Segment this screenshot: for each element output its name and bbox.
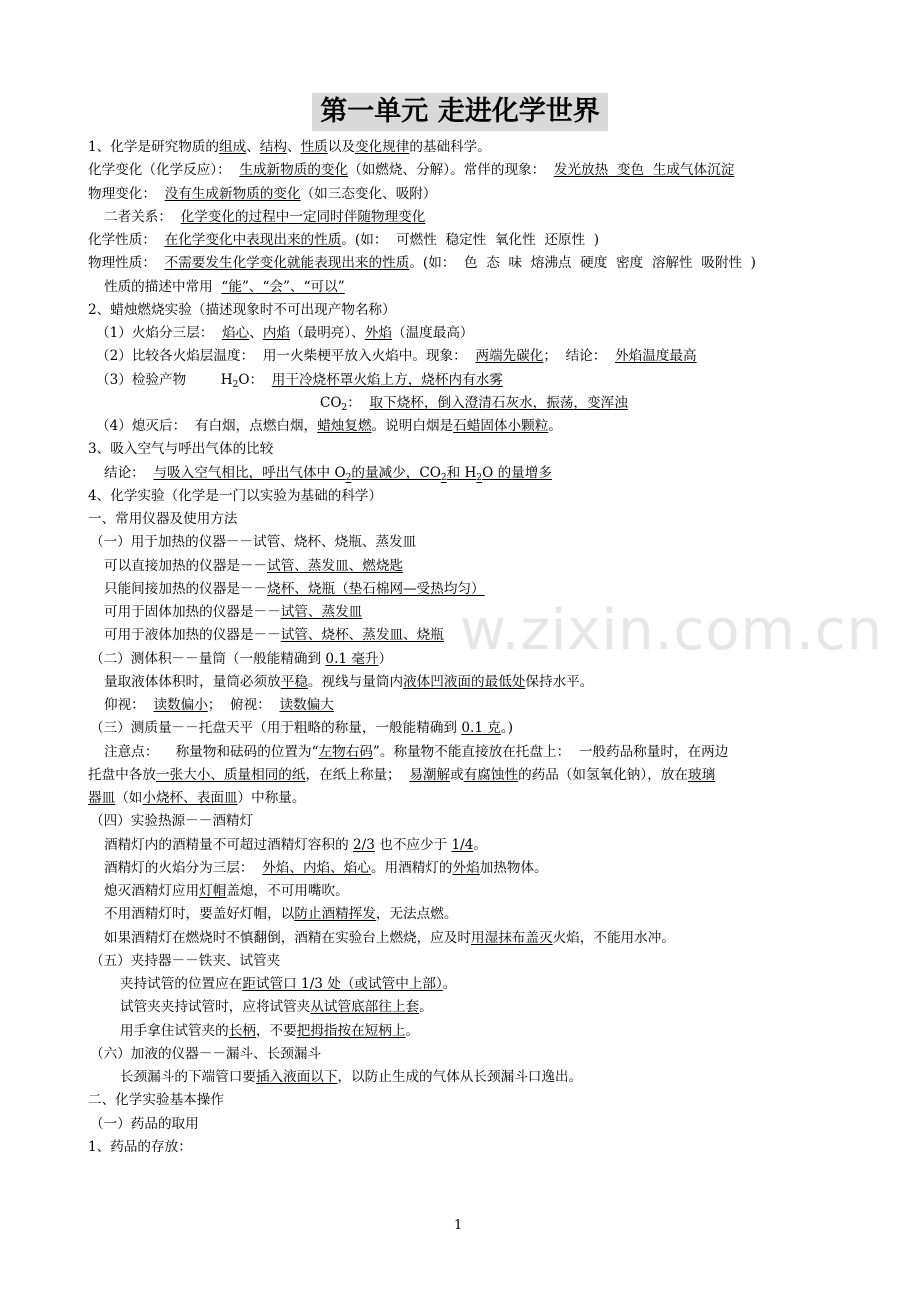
- underlined-text: 防止酒精挥发: [294, 906, 376, 923]
- text-segment: 性质的描述中常用: [104, 278, 222, 295]
- text-line: [104, 579, 485, 599]
- text-line: [104, 625, 444, 645]
- text-line: [120, 974, 456, 994]
- text-segment: 只能间接加热的仪器是－－: [104, 580, 268, 597]
- text-segment: （如燃烧、分解）。常伴的现象：: [348, 162, 554, 179]
- underlined-text: 用湿抹布盖灭: [471, 929, 553, 946]
- text-segment: （2）比较各火焰层温度： 用一火柴梗平放入火焰中。现象：: [96, 348, 476, 365]
- underlined-text: 与吸入空气相比，呼出气体中 O: [153, 464, 346, 481]
- text-segment: 4、化学实验（化学是一门以实验为基础的科学）: [88, 487, 383, 504]
- underlined-text: 外焰: [452, 859, 480, 876]
- text-line: [96, 416, 562, 436]
- underlined-text: 焰心: [222, 325, 250, 341]
- text-line: [88, 439, 273, 459]
- text-segment: 化学性质：: [88, 232, 165, 248]
- text-line: [88, 184, 437, 204]
- text-segment: 熄灭酒精灯应用: [104, 883, 200, 899]
- text-segment: 可用于固体加热的仪器是－－: [104, 604, 281, 620]
- text-segment: 不用酒精灯时，要盖好灯帽，以: [104, 906, 295, 923]
- underlined-text: 读数偏大: [279, 697, 334, 713]
- text-segment: 托盘中各放: [88, 766, 156, 783]
- text-segment: 量取液体体积时，量筒必须放: [104, 673, 281, 690]
- underlined-text: 烧杯、烧瓶（垫石棉网—受热均匀）: [267, 580, 485, 597]
- text-line: [104, 672, 593, 692]
- text-segment: 。: [473, 836, 488, 853]
- text-line: [104, 277, 345, 297]
- underlined-text: 结构: [259, 139, 287, 155]
- text-segment: 。: [405, 1022, 420, 1039]
- text-segment: （一）药品的取用: [90, 1115, 199, 1132]
- text-line: [88, 230, 599, 250]
- text-line: [90, 1044, 321, 1064]
- watermark: w.zixin.com.cn: [460, 598, 884, 663]
- text-line: [104, 928, 675, 948]
- text-segment: 盖熄，不可用嘴吹。: [226, 883, 349, 899]
- text-segment: 。说明白烟是: [371, 418, 454, 434]
- text-line: [320, 393, 628, 413]
- underlined-text: 0.1 毫升: [325, 650, 379, 667]
- text-segment: （3）检验产物 H: [96, 371, 233, 388]
- text-segment: 。: [548, 418, 562, 434]
- underlined-text: 插入液面以下: [255, 1069, 338, 1085]
- text-segment: 2: [232, 379, 239, 390]
- text-segment: 夹持试管的位置应在: [120, 976, 243, 992]
- text-line: [90, 649, 392, 669]
- text-segment: 。(如： 色 态 味 熔沸点 硬度 密度 溶解性 吸附性 ): [409, 255, 756, 272]
- text-segment: 。(如： 可燃性 稳定性 氧化性 还原性 ): [341, 232, 600, 248]
- text-segment: 二、化学实验基本操作: [88, 1092, 224, 1109]
- text-line: [96, 346, 697, 366]
- text-line: [90, 811, 253, 831]
- text-line: [104, 858, 548, 878]
- text-segment: （1）火焰分三层：: [96, 325, 223, 341]
- underlined-text: 两端先碳化: [475, 348, 544, 365]
- text-segment: CO: [320, 394, 342, 411]
- text-line: [88, 137, 491, 157]
- text-line: [88, 509, 238, 529]
- text-segment: 。: [419, 999, 433, 1016]
- underlined-text: 灯帽: [199, 883, 227, 899]
- underlined-text: 器皿: [88, 790, 116, 806]
- text-line: [88, 1090, 224, 1110]
- text-line: [88, 160, 734, 180]
- text-line: [120, 1021, 419, 1041]
- text-segment: 以及: [327, 139, 355, 155]
- underlined-text: 把拇指按在短柄上: [296, 1022, 406, 1039]
- underlined-text: 有腐蚀性: [463, 766, 519, 783]
- text-segment: 、: [249, 325, 263, 341]
- text-segment: （最明亮）、: [290, 325, 365, 341]
- underlined-text: 组成: [219, 139, 247, 155]
- text-line: [88, 788, 306, 808]
- underlined-text: 试管、蒸发皿: [280, 604, 363, 620]
- underlined-text: 0.1 克: [461, 720, 501, 737]
- underlined-text: 蜡烛复燃: [317, 418, 372, 434]
- text-line: [104, 556, 403, 576]
- text-segment: 可用于液体加热的仪器是－－: [104, 627, 281, 644]
- underlined-text: 易潮解: [409, 766, 451, 783]
- text-segment: 二者关系：: [104, 208, 181, 225]
- underlined-text: 2: [440, 472, 447, 483]
- text-segment: ”。称量物不能直接放在托盘上： 一般药品称量时，在两边: [372, 743, 729, 760]
- text-segment: （如: [115, 790, 143, 806]
- text-segment: （三）测质量－－托盘天平（用于粗略的称量，一般能精确到: [90, 720, 462, 737]
- underlined-text: 读数偏小: [153, 697, 208, 713]
- text-segment: 酒精灯内的酒精量不可超过酒精灯容积的: [104, 836, 354, 853]
- underlined-text: 2/3: [353, 836, 375, 853]
- text-segment: 。): [500, 720, 514, 737]
- underlined-text: O 的量增多: [482, 464, 552, 481]
- text-segment: 试管夹夹持试管时，应将试管夹: [120, 999, 311, 1016]
- text-line: [104, 904, 457, 924]
- underlined-text: 2: [345, 472, 352, 483]
- text-line: [104, 881, 349, 901]
- text-segment: 加热物体。: [479, 859, 548, 876]
- text-segment: 保持水平。: [525, 673, 594, 690]
- text-segment: 、: [286, 139, 301, 155]
- underlined-text: 变化规律: [354, 139, 410, 155]
- text-segment: 。视线与量筒内: [307, 673, 404, 690]
- text-line: [90, 532, 416, 552]
- text-segment: 物理性质：: [88, 255, 165, 272]
- underlined-text: 距试管口 1/3 处（或试管中上部）: [242, 976, 443, 992]
- text-segment: 或: [450, 766, 464, 783]
- text-segment: 化学变化（化学反应）：: [88, 162, 240, 179]
- text-line: [96, 323, 474, 343]
- text-segment: 的基础科学。: [409, 139, 491, 155]
- text-line: [96, 370, 503, 390]
- text-segment: 。: [442, 976, 457, 992]
- underlined-text: 2: [476, 472, 483, 483]
- page-title: 第一单元 走进化学世界: [312, 93, 608, 131]
- text-segment: 物理变化：: [88, 185, 165, 202]
- text-segment: ：: [347, 394, 370, 411]
- text-segment: 一、常用仪器及使用方法: [88, 511, 238, 527]
- underlined-text: 发光放热 变色 生成气体沉淀: [553, 162, 735, 179]
- underlined-text: 取下烧杯，倒入澄清石灰水，振荡，变浑浊: [369, 394, 628, 411]
- underlined-text: 和 H: [446, 464, 477, 481]
- text-segment: 1、化学是研究物质的: [88, 139, 219, 155]
- underlined-text: “能”、“会”、“可以”: [221, 278, 345, 295]
- text-segment: （4）熄灭后： 有白烟，点燃白烟，: [96, 418, 318, 434]
- text-segment: 的药品（如氢氧化钠），放在: [518, 766, 688, 783]
- text-line: [88, 300, 396, 320]
- underlined-text: 内焰: [262, 325, 291, 341]
- page-number: 1: [454, 1218, 463, 1233]
- text-segment: 也不应少于: [374, 836, 452, 853]
- text-segment: ，无法点燃。: [375, 906, 458, 923]
- text-segment: ，不要: [255, 1022, 297, 1039]
- text-line: [90, 718, 513, 738]
- text-segment: 仰视：: [104, 697, 154, 713]
- text-segment: 长颈漏斗的下端管口要: [120, 1069, 256, 1085]
- text-segment: ； 俯视：: [207, 697, 280, 713]
- text-line: [104, 695, 334, 715]
- text-segment: 火焰，不能用水冲。: [552, 929, 675, 946]
- text-segment: O：: [238, 371, 272, 388]
- underlined-text: 试管、蒸发皿、燃烧匙: [267, 557, 404, 574]
- text-segment: （六）加液的仪器－－漏斗、长颈漏斗: [90, 1045, 322, 1062]
- underlined-text: 化学变化的过程中一定同时伴随物理变化: [180, 208, 426, 225]
- text-line: [104, 602, 362, 622]
- text-segment: ； 结论：: [543, 348, 616, 365]
- text-line: [104, 207, 425, 227]
- underlined-text: 平稳: [280, 673, 308, 690]
- underlined-text: 在化学变化中表现出来的性质: [164, 232, 342, 248]
- underlined-text: 外焰温度最高: [615, 348, 697, 365]
- underlined-text: 性质: [300, 139, 328, 155]
- text-segment: （四）实验热源－－酒精灯: [90, 813, 254, 830]
- text-line: [88, 765, 715, 785]
- underlined-text: 没有生成新物质的变化: [164, 185, 301, 202]
- text-segment: ，以防止生成的气体从长颈漏斗口逸出。: [337, 1069, 583, 1085]
- underlined-text: 生成新物质的变化: [239, 162, 349, 179]
- underlined-text: 外焰: [364, 325, 392, 341]
- text-segment: （如三态变化、吸附）: [300, 185, 437, 202]
- text-segment: 酒精灯的火焰分为三层：: [104, 859, 263, 876]
- underlined-text: 液体凹液面的最低处: [403, 673, 526, 690]
- text-segment: 2、蜡烛燃烧实验（描述现象时不可出现产物名称）: [88, 301, 396, 318]
- text-segment: （二）测体积－－量筒（一般能精确到: [90, 650, 326, 667]
- text-line: [120, 1067, 582, 1087]
- text-line: [104, 835, 487, 855]
- text-segment: （温度最高）: [391, 325, 474, 341]
- underlined-text: 小烧杯、表面皿: [142, 790, 238, 806]
- text-segment: ，在纸上称量；: [305, 766, 410, 783]
- text-line: [88, 253, 756, 273]
- underlined-text: 一张大小、质量相同的纸: [155, 766, 306, 783]
- text-line: [104, 463, 552, 483]
- text-segment: 。用酒精灯的: [370, 859, 453, 876]
- underlined-text: 玻璃: [687, 766, 716, 783]
- underlined-text: 的量减少，CO: [351, 464, 441, 481]
- text-segment: （一）用于加热的仪器－－试管、烧杯、烧瓶、蒸发皿: [90, 534, 417, 551]
- underlined-text: 从试管底部往上套: [310, 999, 420, 1016]
- text-line: [88, 486, 382, 506]
- underlined-text: 试管、烧杯、蒸发皿、烧瓶: [280, 627, 444, 644]
- text-segment: 、: [246, 139, 260, 155]
- underlined-text: 用干冷烧杯罩火焰上方，烧杯内有水雾: [271, 371, 503, 388]
- underlined-text: 长柄: [228, 1022, 256, 1039]
- text-segment: 结论：: [104, 464, 154, 481]
- text-line: [120, 997, 433, 1017]
- text-segment: ）: [378, 650, 393, 667]
- text-segment: （五）夹持器－－铁夹、试管夹: [90, 952, 281, 969]
- underlined-text: 不需要发生化学变化就能表现出来的性质: [164, 255, 410, 272]
- text-segment: 注意点： 称量物和砝码的位置为“: [104, 743, 319, 760]
- text-line: [88, 1137, 192, 1157]
- text-segment: 2: [341, 402, 348, 413]
- underlined-text: 1/4: [451, 836, 474, 853]
- text-segment: ）中称量。: [237, 790, 306, 806]
- underlined-text: 左物右码: [318, 743, 373, 760]
- text-line: [90, 1114, 199, 1134]
- text-line: [104, 742, 728, 762]
- text-line: [90, 951, 280, 971]
- text-segment: 用手拿住试管夹的: [120, 1022, 229, 1039]
- text-segment: 可以直接加热的仪器是－－: [104, 557, 268, 574]
- text-segment: 1、药品的存放：: [88, 1138, 192, 1155]
- underlined-text: 外焰、内焰、焰心: [262, 859, 371, 876]
- underlined-text: 石蜡固体小颗粒: [453, 418, 549, 434]
- text-segment: 如果酒精灯在燃烧时不慎翻倒，酒精在实验台上燃烧，应及时: [104, 929, 472, 946]
- text-segment: 3、吸入空气与呼出气体的比较: [88, 441, 274, 458]
